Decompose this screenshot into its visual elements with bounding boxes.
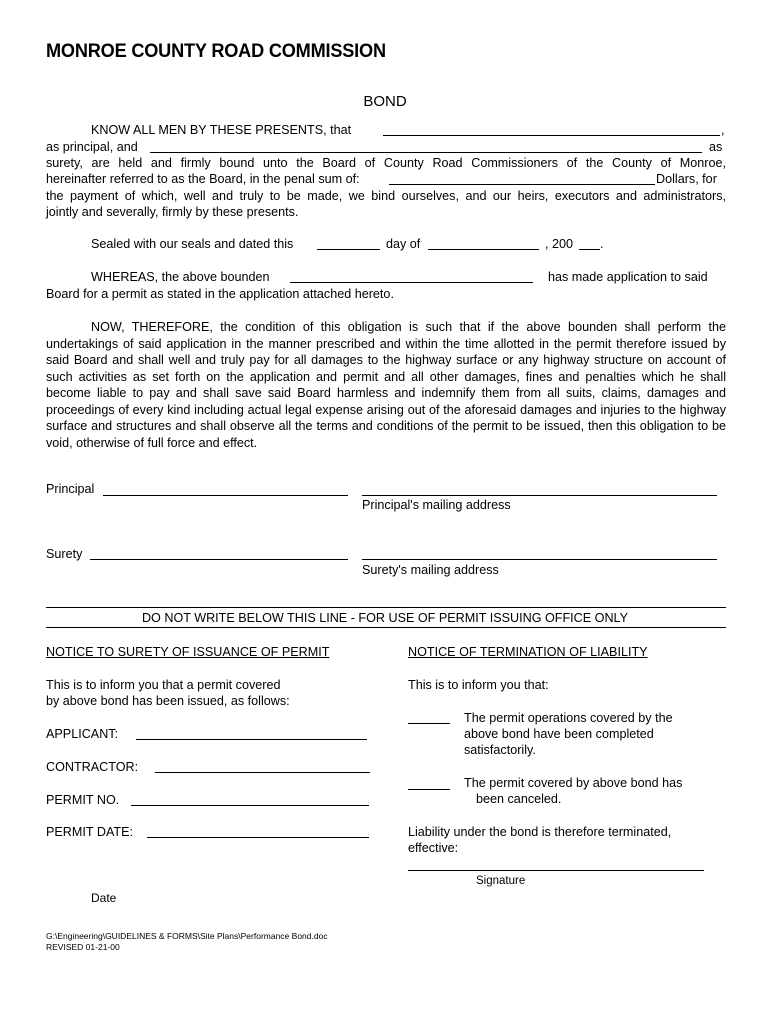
- signature-line[interactable]: [408, 870, 704, 871]
- issuance-intro-2: by above bond has been issued, as follows:: [46, 694, 290, 708]
- applicant-field[interactable]: [136, 739, 367, 740]
- date-label: Date: [91, 891, 117, 905]
- surety-address-label: Surety's mailing address: [362, 563, 499, 577]
- year-blank[interactable]: [579, 249, 600, 250]
- divider-top: [46, 607, 726, 608]
- month-blank[interactable]: [428, 249, 539, 250]
- principal-label: Principal: [46, 482, 95, 496]
- day-blank[interactable]: [317, 249, 380, 250]
- jointly-line: jointly and severally, firmly by these presents.: [46, 205, 299, 219]
- signature-label: Signature: [476, 875, 526, 887]
- principal-name-blank[interactable]: [383, 135, 720, 136]
- has-made-text: has made application to said: [548, 270, 708, 284]
- completed-text-1: The permit operations covered by the: [464, 711, 673, 725]
- penal-sum-text: hereinafter referred to as the Board, in the penal sum of:: [46, 172, 360, 186]
- comma: ,: [721, 123, 725, 137]
- period: .: [600, 237, 604, 251]
- termination-heading: NOTICE OF TERMINATION OF LIABILITY: [408, 645, 648, 659]
- principal-address-line[interactable]: [362, 495, 717, 496]
- contractor-field[interactable]: [155, 772, 370, 773]
- surety-name-blank[interactable]: [150, 152, 702, 153]
- divider-bottom: [46, 627, 726, 628]
- issuance-intro-1: This is to inform you that a permit covered: [46, 678, 281, 692]
- permit-no-field[interactable]: [131, 805, 369, 806]
- board-permit-text: Board for a permit as stated in the application attached hereto.: [46, 287, 394, 301]
- penal-sum-blank[interactable]: [389, 184, 655, 185]
- whereas-text: WHEREAS, the above bounden: [91, 270, 270, 284]
- sealed-text: Sealed with our seals and dated this: [91, 237, 294, 251]
- canceled-text-1: The permit covered by above bond has: [464, 776, 683, 790]
- revised-date: REVISED 01-21-00: [46, 942, 120, 952]
- year-prefix-text: , 200: [545, 237, 574, 251]
- as-text: as: [709, 140, 723, 154]
- completed-text-2: above bond have been completed: [464, 727, 654, 741]
- office-only-banner: DO NOT WRITE BELOW THIS LINE - FOR USE OF PERMIT ISSUING OFFICE ONLY: [141, 611, 629, 625]
- condition-text: NOW, THEREFORE, the condition of this obligation is such that if the above bounden shall perform the undertakings of said application in the manner prescribed and within the time allotted in the permit therefore issued by said Board and shall well and truly pay for all damages to the highway surface or any highway structure on account of such activities as set forth on the application and permit and all other damages, fines and penalties which he shall become liable to pay and shall save said Board harmless and indemnify them from all suits, claims, damages and proceedings of every kind including actual legal expense arising out of the aforesaid damages and injuries to the highway surface and structures and shall observe all the terms and conditions of the permit to be issued, then this obligation to be void, otherwise of full force and effect.: [46, 320, 726, 450]
- canceled-text-2: been canceled.: [476, 792, 562, 806]
- intro-text: KNOW ALL MEN BY THESE PRESENTS, that: [91, 123, 352, 137]
- day-of-text: day of: [386, 237, 421, 251]
- termination-intro: This is to inform you that:: [408, 678, 549, 692]
- page-title: MONROE COUNTY ROAD COMMISSION: [46, 40, 386, 62]
- completed-text-3: satisfactorily.: [464, 743, 536, 757]
- dollars-text: Dollars, for: [656, 172, 717, 186]
- surety-label: Surety: [46, 547, 83, 561]
- surety-line: surety, are held and firmly bound unto the Board of County Road Commissioners of the County of Monroe,: [46, 156, 726, 170]
- principal-signature-line[interactable]: [103, 495, 348, 496]
- issuance-heading: NOTICE TO SURETY OF ISSUANCE OF PERMIT: [46, 645, 330, 659]
- permit-no-label: PERMIT NO.: [46, 793, 120, 807]
- payment-line: the payment of which, well and truly to be made, we bind ourselves, and our heirs, executors and administrators,: [46, 189, 726, 203]
- as-principal-text: as principal, and: [46, 140, 138, 154]
- applicant-label: APPLICANT:: [46, 727, 119, 741]
- permit-date-label: PERMIT DATE:: [46, 825, 133, 839]
- liability-text-2: effective:: [408, 841, 459, 855]
- document-type-heading: BOND: [363, 93, 407, 110]
- completed-checkbox-line[interactable]: [408, 723, 450, 724]
- bounden-blank[interactable]: [290, 282, 533, 283]
- principal-address-label: Principal's mailing address: [362, 498, 511, 512]
- condition-paragraph: [46, 319, 726, 451]
- surety-signature-line[interactable]: [90, 559, 348, 560]
- canceled-checkbox-line[interactable]: [408, 789, 450, 790]
- surety-address-line[interactable]: [362, 559, 717, 560]
- permit-date-field[interactable]: [147, 837, 369, 838]
- liability-text-1: Liability under the bond is therefore terminated,: [408, 825, 672, 839]
- file-path: G:\Engineering\GUIDELINES & FORMS\Site Plans\Performance Bond.doc: [46, 931, 328, 941]
- contractor-label: CONTRACTOR:: [46, 760, 139, 774]
